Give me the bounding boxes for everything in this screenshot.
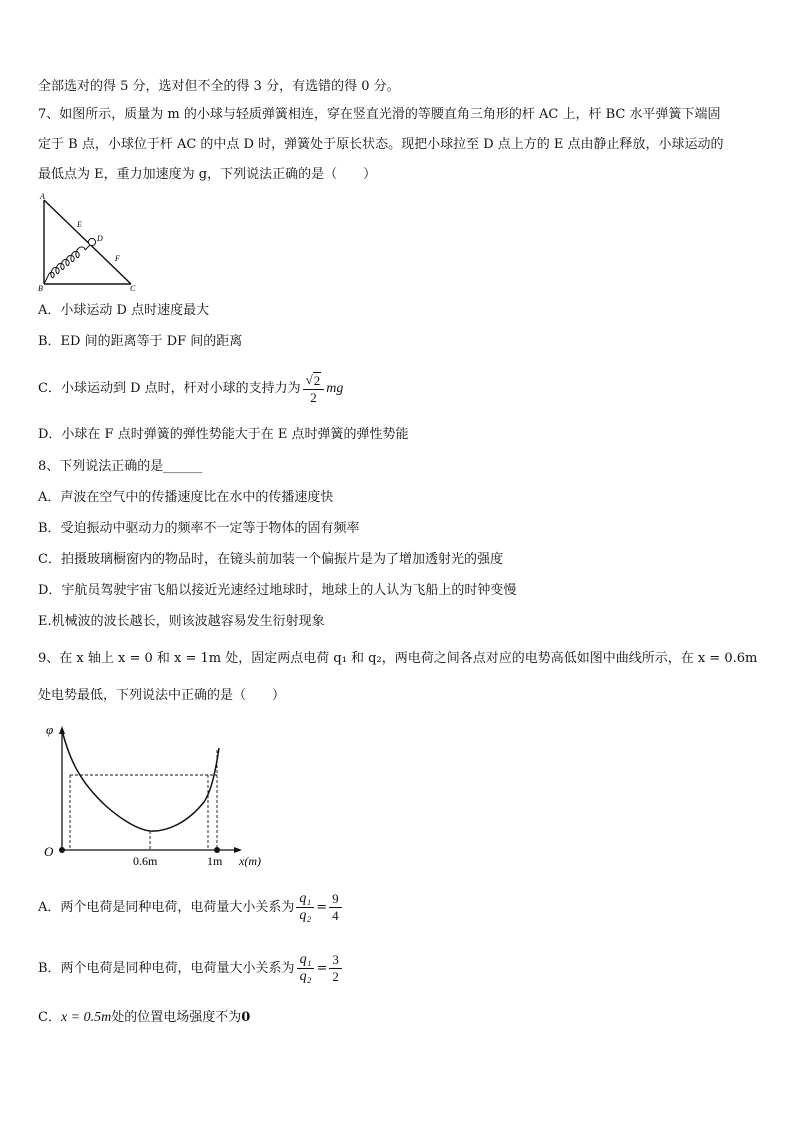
charge-q2-dot (214, 847, 220, 853)
q7-stem-line3: 最低点为 E，重力加速度为 g，下列说法正确的是（ ） (38, 167, 377, 182)
q8-option-e: E.机械波的波长越长，则该波越容易发生衍射现象 (38, 614, 325, 629)
q7-option-c (38, 371, 343, 407)
spring-coil (44, 245, 90, 284)
q9-option-a-text: A．两个电荷是同种电荷，电荷量大小关系为 (38, 900, 295, 915)
q8-option-d: D．宇航员驾驶宇宙飞船以接近光速经过地球时，地球上的人认为飞船上的时钟变慢 (38, 583, 517, 598)
q7-option-c-text: C．小球运动到 D 点时，杆对小球的支持力为 (38, 381, 301, 396)
q7-triangle-figure (36, 190, 146, 292)
q9-potential-graph (36, 720, 286, 870)
origin-label: O (44, 844, 54, 859)
q9-option-b-rhs: $\frac{3}{2}$ (329, 952, 342, 985)
label-d: D (97, 234, 103, 243)
q7-stem-line2: 定于 B 点，小球位于杆 AC 的中点 D 时，弹簧处于原长状态。现把小球拉至 D 点上方的 E 点由静止释放，小球运动的 (38, 137, 724, 152)
label-e: E (77, 220, 82, 229)
q9-option-a-rhs: $\frac{9}{4}$ (329, 891, 342, 924)
q9-option-a: A．两个电荷是同种电荷，电荷量大小关系为 $\frac{\text{q₁}}{\text{q₂}}$ = $\frac{9}{4}$ (38, 890, 344, 926)
tick-06m: 0.6m (133, 854, 158, 868)
q7-option-c-radicand: 2 (313, 372, 321, 388)
q7-option-c-den: 2 (310, 389, 317, 405)
q7-option-a: A．小球运动 D 点时速度最大 (38, 303, 210, 318)
q8-option-a: A．声波在空气中的传播速度比在水中的传播速度快 (38, 490, 334, 505)
label-b: B (38, 284, 43, 292)
q9-stem-line2: 处电势最低，下列说法中正确的是（ ） (38, 688, 286, 703)
q8-stem: 8、下列说法正确的是______ (38, 459, 203, 474)
q9-option-c-expr: x = 0.5m (60, 1010, 112, 1025)
q9-option-b-text: B．两个电荷是同种电荷，电荷量大小关系为 (38, 961, 295, 976)
y-axis-label: φ (46, 722, 54, 737)
q8-option-b: B．受迫振动中驱动力的频率不一定等于物体的固有频率 (38, 521, 360, 536)
q7-option-c-mg: mg (326, 381, 344, 396)
x-axis-label: x(m) (239, 854, 261, 868)
ball-d (88, 238, 95, 245)
potential-curve (63, 734, 219, 831)
label-a: A (40, 192, 45, 201)
q9-option-a-lhs: $\frac{\text{q₁}}{\text{q₂}}$ (296, 891, 314, 924)
q7-option-b: B．ED 间的距离等于 DF 间的距离 (38, 334, 243, 349)
q7-option-c-fraction: √ 2 2 (303, 372, 325, 406)
charge-q1-dot (59, 847, 65, 853)
q9-option-c: C．x = 0.5m处的位置电场强度不为0 (38, 1010, 251, 1025)
y-axis-arrow (59, 726, 65, 734)
intro-line: 全部选对的得 5 分，选对但不全的得 3 分，有选错的得 0 分。 (38, 79, 400, 94)
label-f: F (115, 254, 120, 263)
rod-ac (44, 200, 131, 284)
x-axis-arrow (234, 847, 242, 853)
q7-stem-line1: 7、如图所示，质量为 m 的小球与轻质弹簧相连，穿在竖直光滑的等腰直角三角形的杆 AC 上，杆 BC 水平弹簧下端固 (38, 107, 721, 122)
q8-option-c: C．拍摄玻璃橱窗内的物品时，在镜头前加装一个偏振片是为了增加透射光的强度 (38, 552, 503, 567)
label-c: C (130, 284, 136, 292)
q9-option-b: B．两个电荷是同种电荷，电荷量大小关系为 $\frac{\text{q₁}}{\text{q₂}}$ = $\frac{3}{2}$ (38, 951, 344, 987)
q7-option-d: D．小球在 F 点时弹簧的弹性势能大于在 E 点时弹簧的弹性势能 (38, 427, 409, 442)
q9-stem-line1: 9、在 x 轴上 x = 0 和 x = 1m 处，固定两点电荷 q₁ 和 q₂，两电荷之间各点对应的电势高低如图中曲线所示，在 x = 0.6m (38, 651, 758, 666)
tick-1m: 1m (207, 854, 223, 868)
q9-option-b-lhs: $\frac{\text{q₁}}{\text{q₂}}$ (297, 952, 315, 985)
